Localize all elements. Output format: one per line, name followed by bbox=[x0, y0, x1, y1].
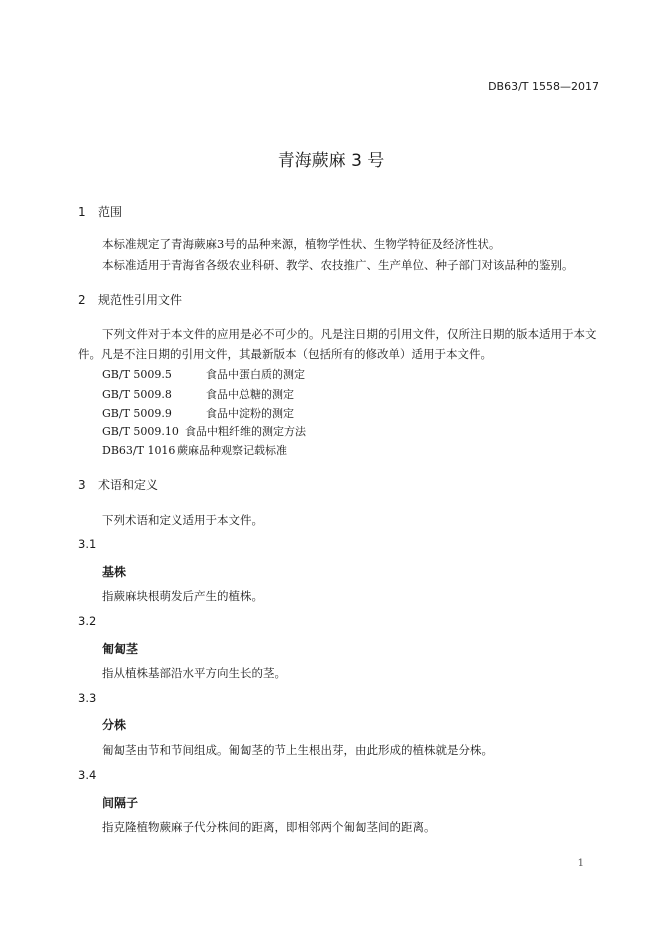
ref-title: 食品中淀粉的测定 bbox=[206, 407, 294, 420]
term-name: 匍匐茎 bbox=[102, 642, 139, 656]
ref-item bbox=[102, 366, 305, 382]
scope-paragraph-2: 本标准适用于青海省各级农业科研、教学、农技推广、生产单位、种子部门对该品种的鉴别。 bbox=[102, 258, 574, 272]
section-title: 范围 bbox=[98, 205, 123, 219]
ref-code: GB/T 5009.10 bbox=[102, 425, 179, 438]
term-definition: 指克隆植物蕨麻子代分株间的距离，即相邻两个匍匐茎间的距离。 bbox=[102, 820, 436, 834]
ref-item bbox=[102, 423, 306, 439]
refs-intro-line-2: 件。凡是不注日期的引用文件，其最新版本（包括所有的修改单）适用于本文件。 bbox=[78, 347, 492, 361]
ref-title: 食品中蛋白质的测定 bbox=[206, 368, 305, 381]
ref-code: GB/T 5009.8 bbox=[102, 388, 172, 401]
page-number: 1 bbox=[577, 858, 584, 869]
ref-item bbox=[102, 405, 294, 421]
section-number: 1 bbox=[78, 205, 86, 219]
section-heading-scope bbox=[78, 203, 122, 220]
ref-code: GB/T 5009.5 bbox=[102, 368, 172, 381]
section-number: 2 bbox=[78, 293, 86, 307]
terms-intro: 下列术语和定义适用于本文件。 bbox=[102, 513, 263, 527]
ref-code: GB/T 5009.9 bbox=[102, 407, 172, 420]
term-name: 分株 bbox=[102, 718, 127, 732]
ref-item bbox=[102, 442, 287, 458]
section-number: 3 bbox=[78, 478, 86, 492]
term-number: 3.1 bbox=[78, 537, 97, 551]
section-title: 规范性引用文件 bbox=[98, 293, 183, 307]
ref-title: 蕨麻品种观察记载标准 bbox=[177, 444, 287, 457]
term-name: 基株 bbox=[102, 565, 127, 579]
section-heading-terms bbox=[78, 476, 158, 493]
term-definition: 指从植株基部沿水平方向生长的茎。 bbox=[102, 666, 286, 680]
term-definition: 匍匐茎由节和节间组成。匍匐茎的节上生根出芽，由此形成的植株就是分株。 bbox=[102, 743, 493, 757]
term-number: 3.2 bbox=[78, 614, 97, 628]
standard-code: DB63/T 1558—2017 bbox=[488, 80, 599, 93]
term-number: 3.3 bbox=[78, 691, 97, 705]
term-name: 间隔子 bbox=[102, 796, 139, 810]
refs-intro-line-1: 下列文件对于本文件的应用是必不可少的。凡是注日期的引用文件，仅所注日期的版本适用于本文 bbox=[102, 327, 597, 341]
ref-title: 食品中粗纤维的测定方法 bbox=[185, 425, 306, 438]
document-title: 青海蕨麻 3 号 bbox=[277, 151, 385, 171]
term-number: 3.4 bbox=[78, 768, 97, 782]
ref-item bbox=[102, 386, 294, 402]
section-heading-normative-refs bbox=[78, 291, 182, 308]
ref-title: 食品中总糖的测定 bbox=[206, 388, 294, 401]
ref-code: DB63/T 1016 bbox=[102, 444, 176, 457]
scope-paragraph-1: 本标准规定了青海蕨麻3号的品种来源，植物学性状、生物学特征及经济性状。 bbox=[102, 237, 501, 251]
term-definition: 指蕨麻块根萌发后产生的植株。 bbox=[102, 589, 263, 603]
section-title: 术语和定义 bbox=[98, 478, 159, 492]
